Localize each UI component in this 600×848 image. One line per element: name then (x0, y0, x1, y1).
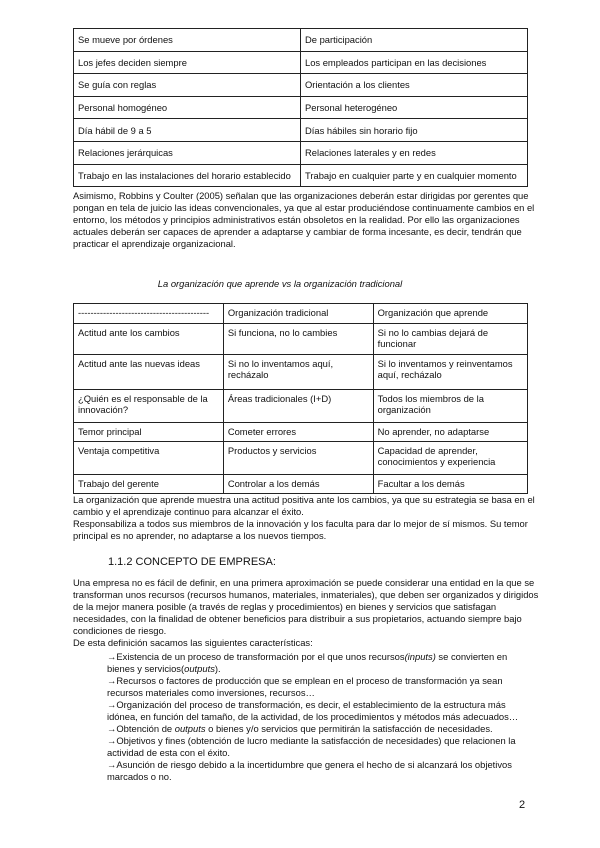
italic-term: outputs (184, 663, 215, 674)
table-cell: De participación (301, 29, 528, 52)
table-cell: Capacidad de aprender, conocimientos y experiencia (373, 442, 527, 475)
table-cell: Cometer errores (223, 423, 373, 442)
table-cell: Organización tradicional (223, 304, 373, 324)
text-span: marcados o no. (107, 771, 172, 782)
table-cell: Todos los miembros de la organización (373, 390, 527, 423)
table-cell: Personal homogéneo (74, 96, 301, 119)
text-line: condiciones de riesgo. (73, 625, 167, 636)
table-cell: Si funciona, no lo cambies (223, 324, 373, 355)
table-cell: Productos y servicios (223, 442, 373, 475)
table-cell: Día hábil de 9 a 5 (74, 119, 301, 142)
table-row (74, 324, 528, 355)
table-row (74, 164, 528, 187)
text-span: →Obtención de (107, 723, 175, 734)
text-line: pongan en tela de juicio las ideas convencionales, ya que al estar produciéndose continuamente cambios en el (73, 202, 535, 213)
section-heading: 1.1.2 CONCEPTO DE EMPRESA: (108, 556, 276, 568)
table-cell: Personal heterogéneo (301, 96, 528, 119)
table-row (74, 475, 528, 494)
text-span: →Asunción de riesgo debido a la incertidumbre que genera el hecho de si alcanzará los objetivos (107, 759, 512, 770)
text-span: bienes y servicios( (107, 663, 185, 674)
table-row (74, 442, 528, 475)
table-cell: Actitud ante los cambios (74, 324, 224, 355)
text-line: cambio y el aprendizaje continuo para alcanzar el éxito. (73, 506, 304, 517)
text-line: Asimismo, Robbins y Coulter (2005) señalan que las organizaciones deberán estar dirigidas por gerentes que (73, 190, 529, 201)
table-cell: Controlar a los demás (223, 475, 373, 494)
table-row (74, 390, 528, 423)
text-line: practicar el aprendizaje organizacional. (73, 238, 236, 249)
text-line: principal es no aprender, no adaptarse a los nuevos tiempos. (73, 530, 327, 541)
text-span: →Recursos o factores de producción que se emplean en el proceso de transformación ya sean (107, 675, 503, 686)
table-row (74, 304, 528, 324)
comparison-table-2 (73, 303, 528, 494)
text-span: →Objetivos y fines (obtención de lucro mediante la satisfacción de necesidades) que relacionen la (107, 735, 516, 746)
table-cell: ------------------------------------------ (74, 304, 224, 324)
table-cell: Días hábiles sin horario fijo (301, 119, 528, 142)
list-line (107, 687, 518, 699)
table-row (74, 423, 528, 442)
list-line (107, 771, 518, 783)
table-cell: Organización que aprende (373, 304, 527, 324)
text-span: se convierten en (435, 651, 508, 662)
table-cell: Orientación a los clientes (301, 74, 528, 97)
text-span: →Organización del proceso de transformación, es decir, el establecimiento de la estructura más (107, 699, 506, 710)
comparison-table-1 (73, 28, 528, 187)
list-line (107, 663, 518, 675)
table-cell: Relaciones jerárquicas (74, 141, 301, 164)
paragraph-empresa (73, 577, 539, 649)
table-row (74, 74, 528, 97)
text-line: entorno, los métodos y principios administrativos están obsoletos en la realidad. Por ello las organizaciones (73, 214, 520, 225)
table-cell: No aprender, no adaptarse (373, 423, 527, 442)
table-cell: Los jefes deciden siempre (74, 51, 301, 74)
text-line: actuales deberán ser capaces de aprender a adaptarse y cambiar de forma incesante, es decir, tendrán que (73, 226, 522, 237)
table-cell: Si no lo cambias dejará de funcionar (373, 324, 527, 355)
paragraph-learning-org (73, 494, 533, 542)
table-cell: Si lo inventamos y reinventamos aquí, recházalo (373, 355, 527, 390)
list-line (107, 699, 518, 711)
table-cell: Temor principal (74, 423, 224, 442)
table-cell: ¿Quién es el responsable de la innovación? (74, 390, 224, 423)
table-cell: Facultar a los demás (373, 475, 527, 494)
table-cell: Si no lo inventamos aquí, recházalo (223, 355, 373, 390)
text-line: necesidades, con la finalidad de obtener beneficios para distribuir a sus propietarios, actuando siempre bajo (73, 613, 522, 624)
list-line (107, 747, 518, 759)
italic-term: (inputs) (404, 651, 436, 662)
table-row (74, 51, 528, 74)
table-cell: Trabajo en las instalaciones del horario establecido (74, 164, 301, 187)
text-line: de la mejor manera posible (a través de reglas y procedimientos) en bienes y servicios que satisfagan (73, 601, 497, 612)
text-line: La organización que aprende muestra una actitud positiva ante los cambios, ya que su estrategia se basa en el (73, 494, 535, 505)
table-cell: Se mueve por órdenes (74, 29, 301, 52)
paragraph-robbins-coulter (73, 190, 533, 250)
text-line: Una empresa no es fácil de definir, en una primera aproximación se puede considerar una entidad en la que se (73, 577, 535, 588)
text-span: recursos materiales como inversiones, recursos… (107, 687, 315, 698)
table-cell: Trabajo en cualquier parte y en cualquier momento (301, 164, 528, 187)
table-cell: Trabajo del gerente (74, 475, 224, 494)
text-span: →Existencia de un proceso de transformación por el que unos recursos (107, 651, 405, 662)
table-cell: Áreas tradicionales (I+D) (223, 390, 373, 423)
text-span: ). (214, 663, 221, 674)
table-row (74, 96, 528, 119)
list-line (107, 735, 518, 747)
table-cell: Actitud ante las nuevas ideas (74, 355, 224, 390)
text-line: De esta definición sacamos las siguientes características: (73, 637, 313, 648)
list-line (107, 711, 518, 723)
table-cell: Se guía con reglas (74, 74, 301, 97)
table-cell: Ventaja competitiva (74, 442, 224, 475)
table-row (74, 141, 528, 164)
list-line (107, 675, 518, 687)
text-span: idónea, en función del tamaño, de la actividad, de los procedimientos y métodos más adecuados… (107, 711, 519, 722)
table-cell: Relaciones laterales y en redes (301, 141, 528, 164)
table-cell: Los empleados participan en las decisiones (301, 51, 528, 74)
text-line: transforman unos recursos (recursos humanos, materiales, inmateriales), que deben ser organizados y dirigidos (73, 589, 539, 600)
italic-term: outputs (174, 723, 206, 734)
text-span: actividad de esta con el éxito. (107, 747, 230, 758)
table-row (74, 29, 528, 52)
list-line (107, 723, 518, 735)
table-row (74, 119, 528, 142)
list-line (107, 759, 518, 771)
characteristics-list (107, 651, 518, 783)
table-caption: La organización que aprende vs la organización tradicional (157, 278, 403, 289)
text-span: o bienes y/o servicios que permitirán la satisfacción de necesidades. (205, 723, 493, 734)
table-row (74, 355, 528, 390)
page-number: 2 (519, 799, 526, 811)
text-line: Responsabiliza a todos sus miembros de la innovación y los faculta para dar lo mejor de sí mismos. Su temor (73, 518, 528, 529)
list-line (107, 651, 518, 663)
